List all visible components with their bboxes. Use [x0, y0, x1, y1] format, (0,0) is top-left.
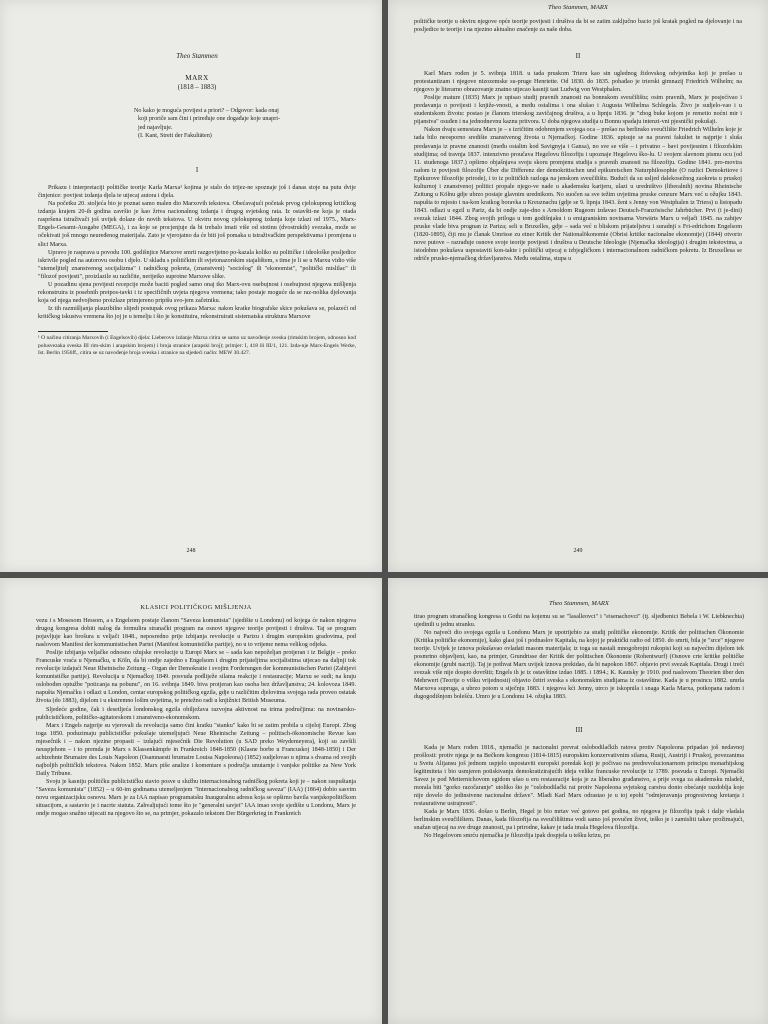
paragraph: Kada je Marx 1836. došao u Berlin, Hegel je bio mrtav već gotovo pet godina, no njegova je filozofija ipak i dalje vladala berlinskim sveučilištem. Danas, kada filozofija na sveučilištima vodi samo još povučen život, teško je i zamisliti takav prožimajući, snažan utjecaj na sve druge znanosti, pa i prirodne, kakav je tada imala Hegelova filozofija. [414, 808, 744, 831]
paragraph: No najveći dio svojega egzila u Londonu Marx je upotrijebio za studij političke ekonomije. Kritik der politischen Ökonomie (Kritika političke ekonomije), kako glasi još i podnaslov Kapitala, na kojoj je praktički radio od 1850. do smrti, bila je "srce" njegove teorije. Uvijek je iznova pokušavao ovladati masom materijala; iz toga su nastali mnogobrojni rukopisi koji su najvećim dijelom tek posmrtno objavljeni, kao, na primjer, Grundrisse der Kritik der politischen Ökonomie (Rohentwurf) (Osnove crte kritike političke ekonomije (grubi nacrt)). Taj je pothvat Marx uvijek iznova prekidao, da bi napokon 1867. objavio prvi svezak Kapitala. Drugi i treći svezak više nije dospio dovršiti; Engels ih je iz ostavštine izdao 1885. i 1894.; K. Kautsky je 1910. pod naslovom Theorien über den Mehrwert (Teorije o višku vrijednosti) objavio četiri sveska s ekonomskim studijama iz ostavštine. Kada je u prosincu 1882. umrla Marxova supruga, a ubrzo potom u siječnju 1883. i njegova kći Jenny, utrco je iskopnila i snaga Karla Marxa, potkopana radom i dugogodišnjom bolešću. Umro je u Londonu 14. ožujka 1883. [414, 630, 744, 701]
paragraph: Prikazu i interpretaciji političke teorije Karla Marxa¹ kojima je stalo do trijez-ne spoznaje još i danas stoje na putu dvije činjenice: povijest izdanja djela te utjecaj autora i djela. [38, 185, 356, 200]
page-250 [0, 578, 382, 1024]
page-248-body [38, 0, 356, 358]
chapter-dates: (1818 – 1883) [177, 84, 217, 91]
paragraph: No Hegelovom smrću njemačka je filozofija ipak dospjela u tešku krizu, po [424, 833, 610, 840]
section-number: I [195, 166, 199, 175]
epigraph-source: (I. Kant, Streit der Fakultäten) [138, 132, 212, 139]
section-number: II [575, 52, 581, 61]
paragraph: vezu i s Mosesom Hessom, a s Engelsom postaje članom "Saveza komunista" (sjedište u Londonu) od kojega će nakon njegova drugog kongresa dobiti nalog da formulira stranački program na osnovi njegove teorije povijesti i društva. Taj se program pojavljuje kao brošura u veljači 1848., neposredno prije izbijanja revolucije u Parizu i drugim europskim gradovima, pod naslovom Manifest der kommunistischen Partei (Manifest komunističke partije), no u to vrijeme nema velikog odjeka. [36, 618, 356, 649]
footnote-rule [38, 331, 108, 332]
page-249 [388, 0, 768, 572]
chapter-title: MARX [185, 74, 209, 82]
body-text [38, 184, 356, 321]
page-number: 248 [186, 548, 196, 554]
chapter-author: Theo Stammen [176, 52, 218, 60]
running-head: Theo Stammen, MARX [548, 4, 608, 11]
paragraph: Svoju je kasniju političku publicističku stavio posve u službu internacionalnog radničkog pokreta koji je – nakon raspuštanja "Saveza komunista" (1852) – u 60-im godinama utemeljenjem "Internacionalnog radničkog saveza" (IAA) (1864) dobio sasvim novu organizacijsku osnovu. Marx je za IAA napisao programatsku Inauguralnu adresu koja se opširno bavila vanjskopolitičkom situacijom, a sastavio je i nacrte statuta. Zahvaljujući tome što je "generalni savjet" IAA imao svoje sjedište u Londonu, Marx je ondje mogao snažno utjecati na njegovo što se, na primjer, pokazalo tekstom Der Bürgerkrieg in Frankreich [36, 778, 356, 818]
page-251 [388, 578, 768, 1024]
running-head: KLASICI POLITIČKOG MIŠLJENJA [140, 604, 252, 611]
paragraph: političke teorije u okviru njegove opće teorije povijesti i društva da bi se zatim zaključno bacio još kratak pogled na djelovanje i na posljedice te teorije i na njezino aktualno značenje za naše doba. [414, 19, 742, 34]
epigraph-line: No kako je moguća povijest a priori? – Odgovor: kada onaj [134, 108, 279, 114]
running-head: Theo Stammen, MARX [549, 600, 609, 607]
page-249-body [414, 0, 742, 263]
page-250-body [36, 578, 356, 818]
page-251-body [414, 578, 744, 840]
paragraph: Marx i Engels najprije su vjerovali da revolucija samo čini kratku "stanku" kako bi se zatim probila u cijeloj Europi. Zbog toga 1850. poduzimaju publicističke pokušaje utemeljujući Neue Rheinische Zeitung – politisch-ökonomische Revue kao mjesečnik i – nakon njezine propasti – izdajući mjesečnik Die Revolution (u SAD preko Weydemeyera), koji su zavšili neuspjehom – i to premda je Marx s Klassenkämpfe in Frankreich 1848-1850 (Klasne borbe u Francuskoj 1848-1850) i Der achtzehnte Brumaire des Louis Napoleon (Osamnaesti brumaire Louisa Napoleona) (1852) sudjelovao u njima s dvama od svojih najboljih političkih tekstova. Nakon 1852. Marx piše analize i komentare s područja unutarnje i vanjske politike za New York Daily Tribune. [36, 722, 356, 777]
paragraph: U pozadinu sjena povijesti recepcije može baciti pogled samo onaj tko Marx-ovu osebujnost i osebujnost njegova mišljenja rekonstruira iz posebnih pretpos-tavki i iz specifičnih uvjeta njegova vremena; tako postaje moguće da se raz-nolika djelovanja koja od njega nedvojbeno proizlaze primjereno pripišu svo-jem začetniku. [38, 281, 356, 304]
paragraph: Sljedeće godine, čak i desetljeća londonskog egzila obilježava razvojna aktivnost na trima područjima: na novinarsko-publicističkom, političko-agitatorskom i znanstveno-ekonomskom. [36, 706, 356, 721]
body-text [414, 613, 744, 702]
paragraph: Nakon dvaju semestara Marx je – s izričitim odobrenjem svojega oca – prešao na berlinsko sveučilište Friedrich Wilhelm koje je tada bilo neosporno središte znanstvenog života u Njemačkoj. Godine 1836. upisuje se na pravni fakultet te najprije i sluša predavanja iz pravne znanosti (među ostalim kod Savignyja i Gansa), no sve se više – i privatno – bavi povijesnim i filozofskim studijima; od travnja 1837. intenzivno proučava Hegelovu filozofiju i upoznaje Hegelovu ško-lu. U svojem slavnom pismu ocu (od 11. studenoga 1837.) opširno objašnjava svoju skoru promjenu studija s pravnih znanosti na filozofiju. Godine 1841. pro-movira radom iz povijesti filozofije Über die Differenz der demokritischen und epikureischen Naturphilosophie (O razlici Demokritove i Epikurove filozofije prirode), i to iz političkih razloga na jenskom sveučilištu. Budući da su usljed dalekosežnog zaokreta u pruskoj kulturnoj i znanstvenoj politici propale njego-ve nade u akademsku karijeru, ulazi u uredništvo (liberalnih) novina Rheinische Zeitung u Kölnu gdje ubrzo postaje glavnim urednikom. No suočen sa sve težim uvjetima pruske cenzure Marx već u ožujku 1843. napušta to mjesto i na-kon kratkog boravka u Kreuznachu (gdje se 9. lipnja 1843. ženi s Jenny von Westphalen iz Triera) u listopadu 1843. odlazi u egzil u Pariz, da bi ondje zaje-dno s Arnoldom Rugeom izdavao Deutsch-Französische Jahrbücher. Prvi (i je-dini) svezak izlazi 1844. Zbog svojih priloga u tom godišnjaku i u emigrantskim novinama Vorwärts Marx u veljači 1845. na zahtjev pruske vlade biva prognan iz Pariza; seli u Bruxelles, gdje – sada već u bliskom prijateljstvu i suradnji s Fri-edrichom Engelsom (1820-1895), čiji mu je članak Umrisse zu einer Kritik der Nationalökonomie (Obrisi kritike nacionalne ekonomije) (1844) otvorio nove putove – razrađuje osnove svoje teorije povijesti i društva u Deutsche Ideologie (Njemačka ideologija) i drugim tekstovima, a istodobno pokušava uspostaviti kon-takte i politički utjecaj u izbjegličkom i internacionalnom radničkom pokretu. Iz Bruxellesa se odriče prusko-njemačkog državljanstva. Među ostalima, stupa u [414, 127, 742, 263]
page-248 [0, 0, 382, 572]
epigraph [134, 107, 289, 140]
footnote: ¹ O načinu citiranja Marxovih (i Engelsovih) djela: Lieberovo izdanje Marxa citira se samo uz navođenje sveska (rimskim brojem, odnosno kod polusvezaka sveska III rim-skim i arapskim brojem) i broja stranice (arapski broj); primjer: I, 418 ili III/1, 121. Izda-nje Marx-Engels Werke, Ist. Berlin 1956ff., citira se uz navođenje broja sveska i stranice na sljedeći način: MEW 30.427. [38, 334, 356, 357]
section-number: III [575, 725, 583, 734]
paragraph: Upravo je rasprava u povodu 100. godišnjice Marxove smrti razgovijetno po-kazala koliko su političke i ideološke posljedice iskrivile pogled na autorovu osobu i djelo. U skladu s političkim ili svjetonazorskim stajalištem, s time je li se u Marxu vidio više "utemeljitelj znanstvenog socijalizma" i radničkog pokreta, (znanstveni) "sociolog" ili "ekonomist", "politički mislilac" ili "filozof povijesti", proizlazile su različite, nerijetko suprotne Marxove slike. [38, 249, 356, 280]
paragraph: Kada je Marx rođen 1818., njemački je nacionalni prevrat oslobodilačkih ratova protiv Napoleona pripadao još nedavnoj prošlosti: protiv njega je na Bečkom kongresu (1814-1815) europskim konzervativnim silama, Rusiji, Austriji i Pruskoj, povezanima u Svetu Alijansu još jednom uspjelo uspostaviti europski poredak koji je počivao na predrevolucionarnom principu monarhijskog legitimiteta i bio usmjeren potiskivanju demokratizirajućih ideja velike francuske revolucije iz 1789. posvuda u Europi. Njemački Savez je pod Metternichovom egidom ušao u eru restauracije koja je za liberalno građanstvo, a prije svega za akademsku mladež, morala biti "gorko razočaranje" utoliko što je "oslobodilački rat protiv Napoleona svjetskog carstva donio obećanje razdoblja koje nije dovelo do jedinstvene nacionalne države". Mladi Karl Marx odrastao je u toj epohi "odmjeravanja progresivnog kretanja i restaurativne ustrajnosti". [414, 744, 744, 807]
epigraph-line: jed najavljuje. [138, 124, 173, 131]
paragraph: Na početku 20. stoljeća bio je poznat samo malen dio Marxovih tekstova. Obećavajući početak prvog cjelokupnog kritičkog izdanja krajem 20-ih godina završio je kao žrtva nacionalnog izdanja i drugog svjetskog rata. Iz ostavšti-ne koja je otada raspršena istraživači još uvijek dolaze do novih tekstova. U okviru novog cjelokupnog izdanja koje izlazi od 1975., Marx-Engels-Gesamt-Ausgabe (MEGA), i za koje se procjenjuje da bi trebalo imati više od stotinu (dvostrukih) svezaka, može se očekivati još mnogo neuređenog materijala. Zato je vjerojatno da će biti još pomaka u istraživačkim perspektivama i promjena u slici Marxa. [38, 201, 356, 248]
body-text [414, 70, 742, 263]
paragraph: Poslije mature (1835) Marx je upisao studij pravnih znanosti na bonnskom sveučilištu; osim pravnih, Marx je posjećivao i predavanja o povijesti i knjiže-vnosti, a među ostalima i ona slušao i Augusta Wilhelma Schlegela. Živo je sudjelo-vao i u studentskom životu: postao je članom trierskog zavičajnog društva, a u lipnju 1836. je "zbog buke kojom je remetio noćni mir i pijanstva" osuđen i na jednodnevnu kaznu pritvora. U doba njegova studija u Bonnu spadaju intenzi-vni pjesnički pokušaji. [414, 95, 742, 126]
paragraph: tirao program stranačkog kongresa u Gothi na kojemu su se "lasalleovci" i "eisenachovci" (tj. sljedbenici Bebela i W. Liebknechta) ujedinili u jednu stranku. [414, 614, 744, 629]
epigraph-line: koji proriče sam čini i priređuje one događaje koje unapri- [138, 116, 280, 123]
paragraph: Poslije izbijanja veljačke odnosno ožujske revolucije u Europi Marx se – sada kao nepoželjan protjeran i iz Belgije – preko Francuske vraća u Njemačku, u Köln, da bi ondje zajedno s Engelsom i drugim prijateljima socijalistima utjecao na daljnji tok revolucije izdajući Neue Rheinische Zeitung – Organ der Demokratie i svojim Forderungen der kommunistischen Partei (Zahtjevi komunističke partije). Revolucija u Njemačkoj 1849. posvuda podliježe silama reakcije i restauracije; Marxu se sudi; na kraju oslobođen optužbe "poticanja na pobunu", on 16. svibnja 1849. biva protjeran kao osoba bez državljanstva; 24. kolovoza 1849. napušta Njemačku i odlazi u London, centar europskog političkog egzila, gdje u različitim djelovima svojega rada proveo ostatak života (do 1883), dijelom i u ekstremno lošim uvjetima, te pretežno radi u knjižnici British Museuma. [36, 650, 356, 705]
paragraph: Karl Marx rođen je 5. svibnja 1818. u tada pruskom Trieru kao sin uglednog židovskog odvjetnika koji je prešao u protestantizam i njegove nizozemske su-pruge Henriette. Od 1830. do 1835. pohađao je trierski gimnazij Friedrich Wilhelm; na njegovo je literarno obrazovanje znatno utjecao kasniji tast Ludwig von Westphalen. [414, 71, 742, 94]
paragraph: Iz tih razmišljanja plauzibilno slijedi postupak ovog prikaza Marxa: nakon kratke biografske skice pokušava se, polazeći od kritičkog iskustva vremena što joj je u temelju i što je konstituira, rekonstruirati sistematska struktura Marxove [38, 305, 356, 320]
page-number: 249 [573, 548, 583, 554]
body-text [36, 617, 356, 818]
body-text-2 [414, 744, 744, 841]
